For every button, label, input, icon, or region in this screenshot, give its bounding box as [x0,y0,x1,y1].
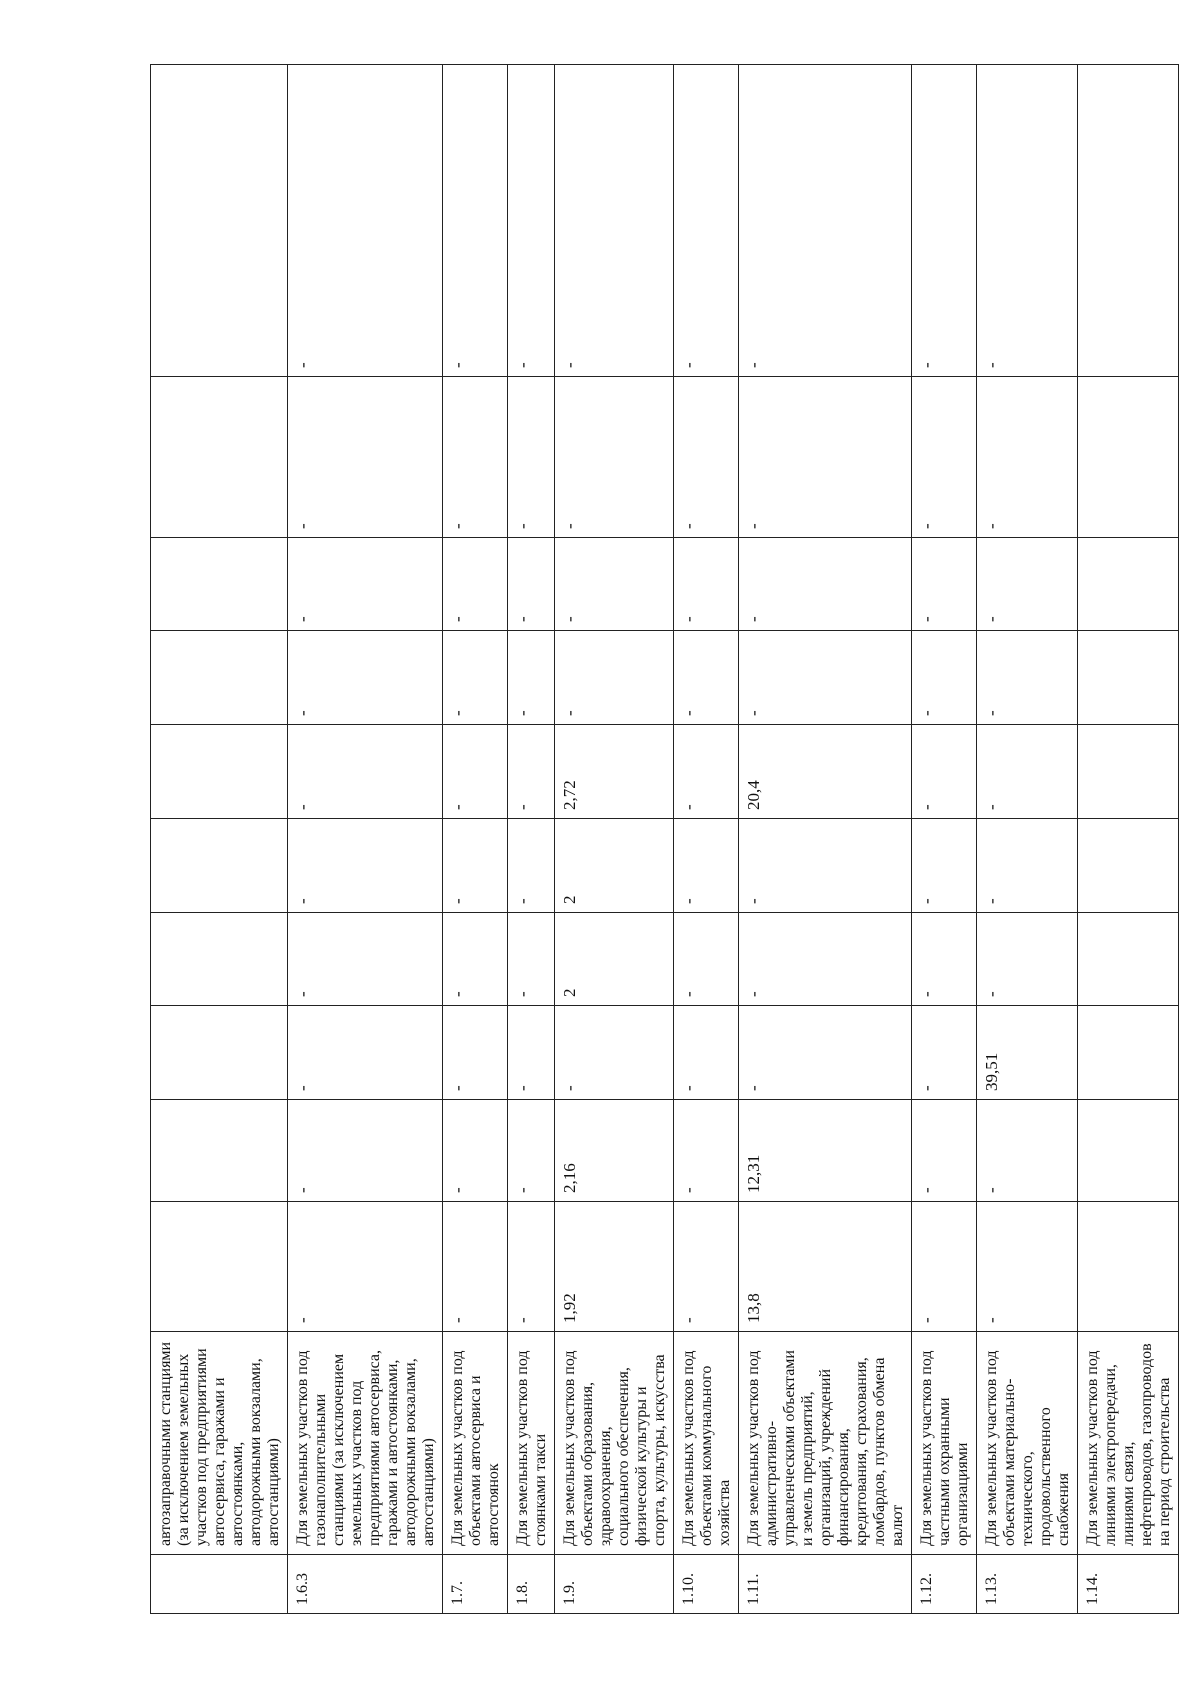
value-cell: - [508,1202,555,1332]
value-cell: - [674,538,739,631]
value-cell [151,725,288,819]
value-cell: - [977,538,1078,631]
row-description-cell: автозаправочными станциями (за исключением земельных участков под предприятиями автосервиса, гаражами и автостоянками, автодорожными вокзалами, автостанциями) [151,1332,288,1555]
row-number-cell: 1.8. [508,1555,555,1614]
value-cell: - [508,913,555,1006]
value-cell: - [443,65,508,377]
value-cell: - [508,377,555,538]
row-number-cell [151,1555,288,1614]
value-cell: 2 [555,913,674,1006]
tariff-table [150,64,1179,1614]
value-cell: - [508,819,555,913]
row-description-cell: Для земельных участков под объектами коммунального хозяйства [674,1332,739,1555]
table-row [674,65,739,1614]
table-row [508,65,555,1614]
value-cell: - [443,819,508,913]
value-cell [1078,1100,1179,1202]
value-cell [1078,725,1179,819]
value-cell: - [674,1100,739,1202]
value-cell: - [508,65,555,377]
value-cell: 39,51 [977,1006,1078,1100]
value-cell [151,631,288,725]
table-row [151,65,288,1614]
row-number-cell: 1.9. [555,1555,674,1614]
value-cell: - [508,1006,555,1100]
value-cell: - [977,65,1078,377]
value-cell: - [288,725,443,819]
value-cell [1078,819,1179,913]
value-cell: 2 [555,819,674,913]
table-row [443,65,508,1614]
value-cell: - [674,1006,739,1100]
value-cell: 2,16 [555,1100,674,1202]
value-cell [1078,913,1179,1006]
value-cell: - [443,631,508,725]
row-description-cell: Для земельных участков под стоянками такси [508,1332,555,1555]
value-cell: - [977,913,1078,1006]
value-cell: - [443,1006,508,1100]
row-number-cell: 1.6.3 [288,1555,443,1614]
row-number-cell: 1.12. [912,1555,977,1614]
value-cell [151,1202,288,1332]
value-cell: - [674,913,739,1006]
value-cell: - [288,65,443,377]
value-cell: - [555,65,674,377]
value-cell: 1,92 [555,1202,674,1332]
value-cell [1078,631,1179,725]
value-cell: - [912,725,977,819]
table-row [977,65,1078,1614]
value-cell: - [288,631,443,725]
value-cell: - [555,631,674,725]
value-cell: - [508,631,555,725]
value-cell: - [288,913,443,1006]
row-number-cell: 1.7. [443,1555,508,1614]
value-cell [151,538,288,631]
value-cell: 20,4 [739,725,912,819]
value-cell: - [912,538,977,631]
value-cell: - [555,377,674,538]
row-description-cell: Для земельных участков под административно-управленческими объектами и земель предприятий, организаций, учреждений финансирования, кредитования, страхования, ломбардов, пунктов обмена валют [739,1332,912,1555]
value-cell: - [674,1202,739,1332]
value-cell [1078,1202,1179,1332]
value-cell [1078,538,1179,631]
value-cell: - [443,538,508,631]
value-cell: - [912,1006,977,1100]
value-cell: - [508,725,555,819]
value-cell: - [443,1202,508,1332]
value-cell: - [555,538,674,631]
value-cell: - [739,65,912,377]
row-description-cell: Для земельных участков под объектами образования, здравоохранения, социального обеспечения, физической культуры и спорта, культуры, искусства [555,1332,674,1555]
value-cell: - [674,65,739,377]
value-cell: - [508,1100,555,1202]
value-cell: - [977,1202,1078,1332]
value-cell: - [912,913,977,1006]
value-cell: - [443,913,508,1006]
value-cell: - [288,538,443,631]
value-cell: - [288,377,443,538]
table-row [1078,65,1179,1614]
value-cell: - [555,1006,674,1100]
value-cell: - [674,631,739,725]
value-cell [151,1100,288,1202]
value-cell: - [674,819,739,913]
value-cell: - [443,377,508,538]
row-description-cell: Для земельных участков под газонаполнительными станциями (за исключением земельных участков под предприятиями автосервиса, гаражами и автостоянками, автодорожными вокзалами, автостанциями) [288,1332,443,1555]
value-cell: - [739,538,912,631]
value-cell: - [443,1100,508,1202]
value-cell: - [977,819,1078,913]
table-row [912,65,977,1614]
value-cell: - [739,631,912,725]
table-row [739,65,912,1614]
value-cell: - [739,819,912,913]
value-cell: - [912,65,977,377]
rotated-page-content [150,65,1173,1614]
value-cell [151,377,288,538]
value-cell: - [977,631,1078,725]
value-cell: - [912,631,977,725]
value-cell [1078,65,1179,377]
table-row [288,65,443,1614]
value-cell [1078,377,1179,538]
value-cell [151,1006,288,1100]
value-cell: - [977,377,1078,538]
value-cell [1078,1006,1179,1100]
row-description-cell: Для земельных участков под объектами материально-технического, продовольственного снабжения [977,1332,1078,1555]
value-cell: - [674,725,739,819]
value-cell: - [977,725,1078,819]
row-number-cell: 1.10. [674,1555,739,1614]
row-number-cell: 1.13. [977,1555,1078,1614]
row-description-cell: Для земельных участков под частными охранными организациями [912,1332,977,1555]
value-cell: 12,31 [739,1100,912,1202]
value-cell [151,819,288,913]
row-description-cell: Для земельных участков под объектами автосервиса и автостоянок [443,1332,508,1555]
value-cell [151,65,288,377]
value-cell [151,913,288,1006]
value-cell: - [912,819,977,913]
value-cell: - [739,913,912,1006]
value-cell: - [288,1006,443,1100]
value-cell: 13,8 [739,1202,912,1332]
value-cell: 2,72 [555,725,674,819]
value-cell: - [508,538,555,631]
row-description-cell: Для земельных участков под линиями электропередачи, линиями связи, нефтепроводов, газопроводов на период строительства [1078,1332,1179,1555]
value-cell: - [674,377,739,538]
row-number-cell: 1.11. [739,1555,912,1614]
table-row [555,65,674,1614]
value-cell: - [288,819,443,913]
value-cell: - [912,1100,977,1202]
value-cell: - [977,1100,1078,1202]
value-cell: - [739,377,912,538]
value-cell: - [288,1202,443,1332]
row-number-cell: 1.14. [1078,1555,1179,1614]
value-cell: - [288,1100,443,1202]
value-cell: - [912,1202,977,1332]
value-cell: - [443,725,508,819]
value-cell: - [912,377,977,538]
value-cell: - [739,1006,912,1100]
